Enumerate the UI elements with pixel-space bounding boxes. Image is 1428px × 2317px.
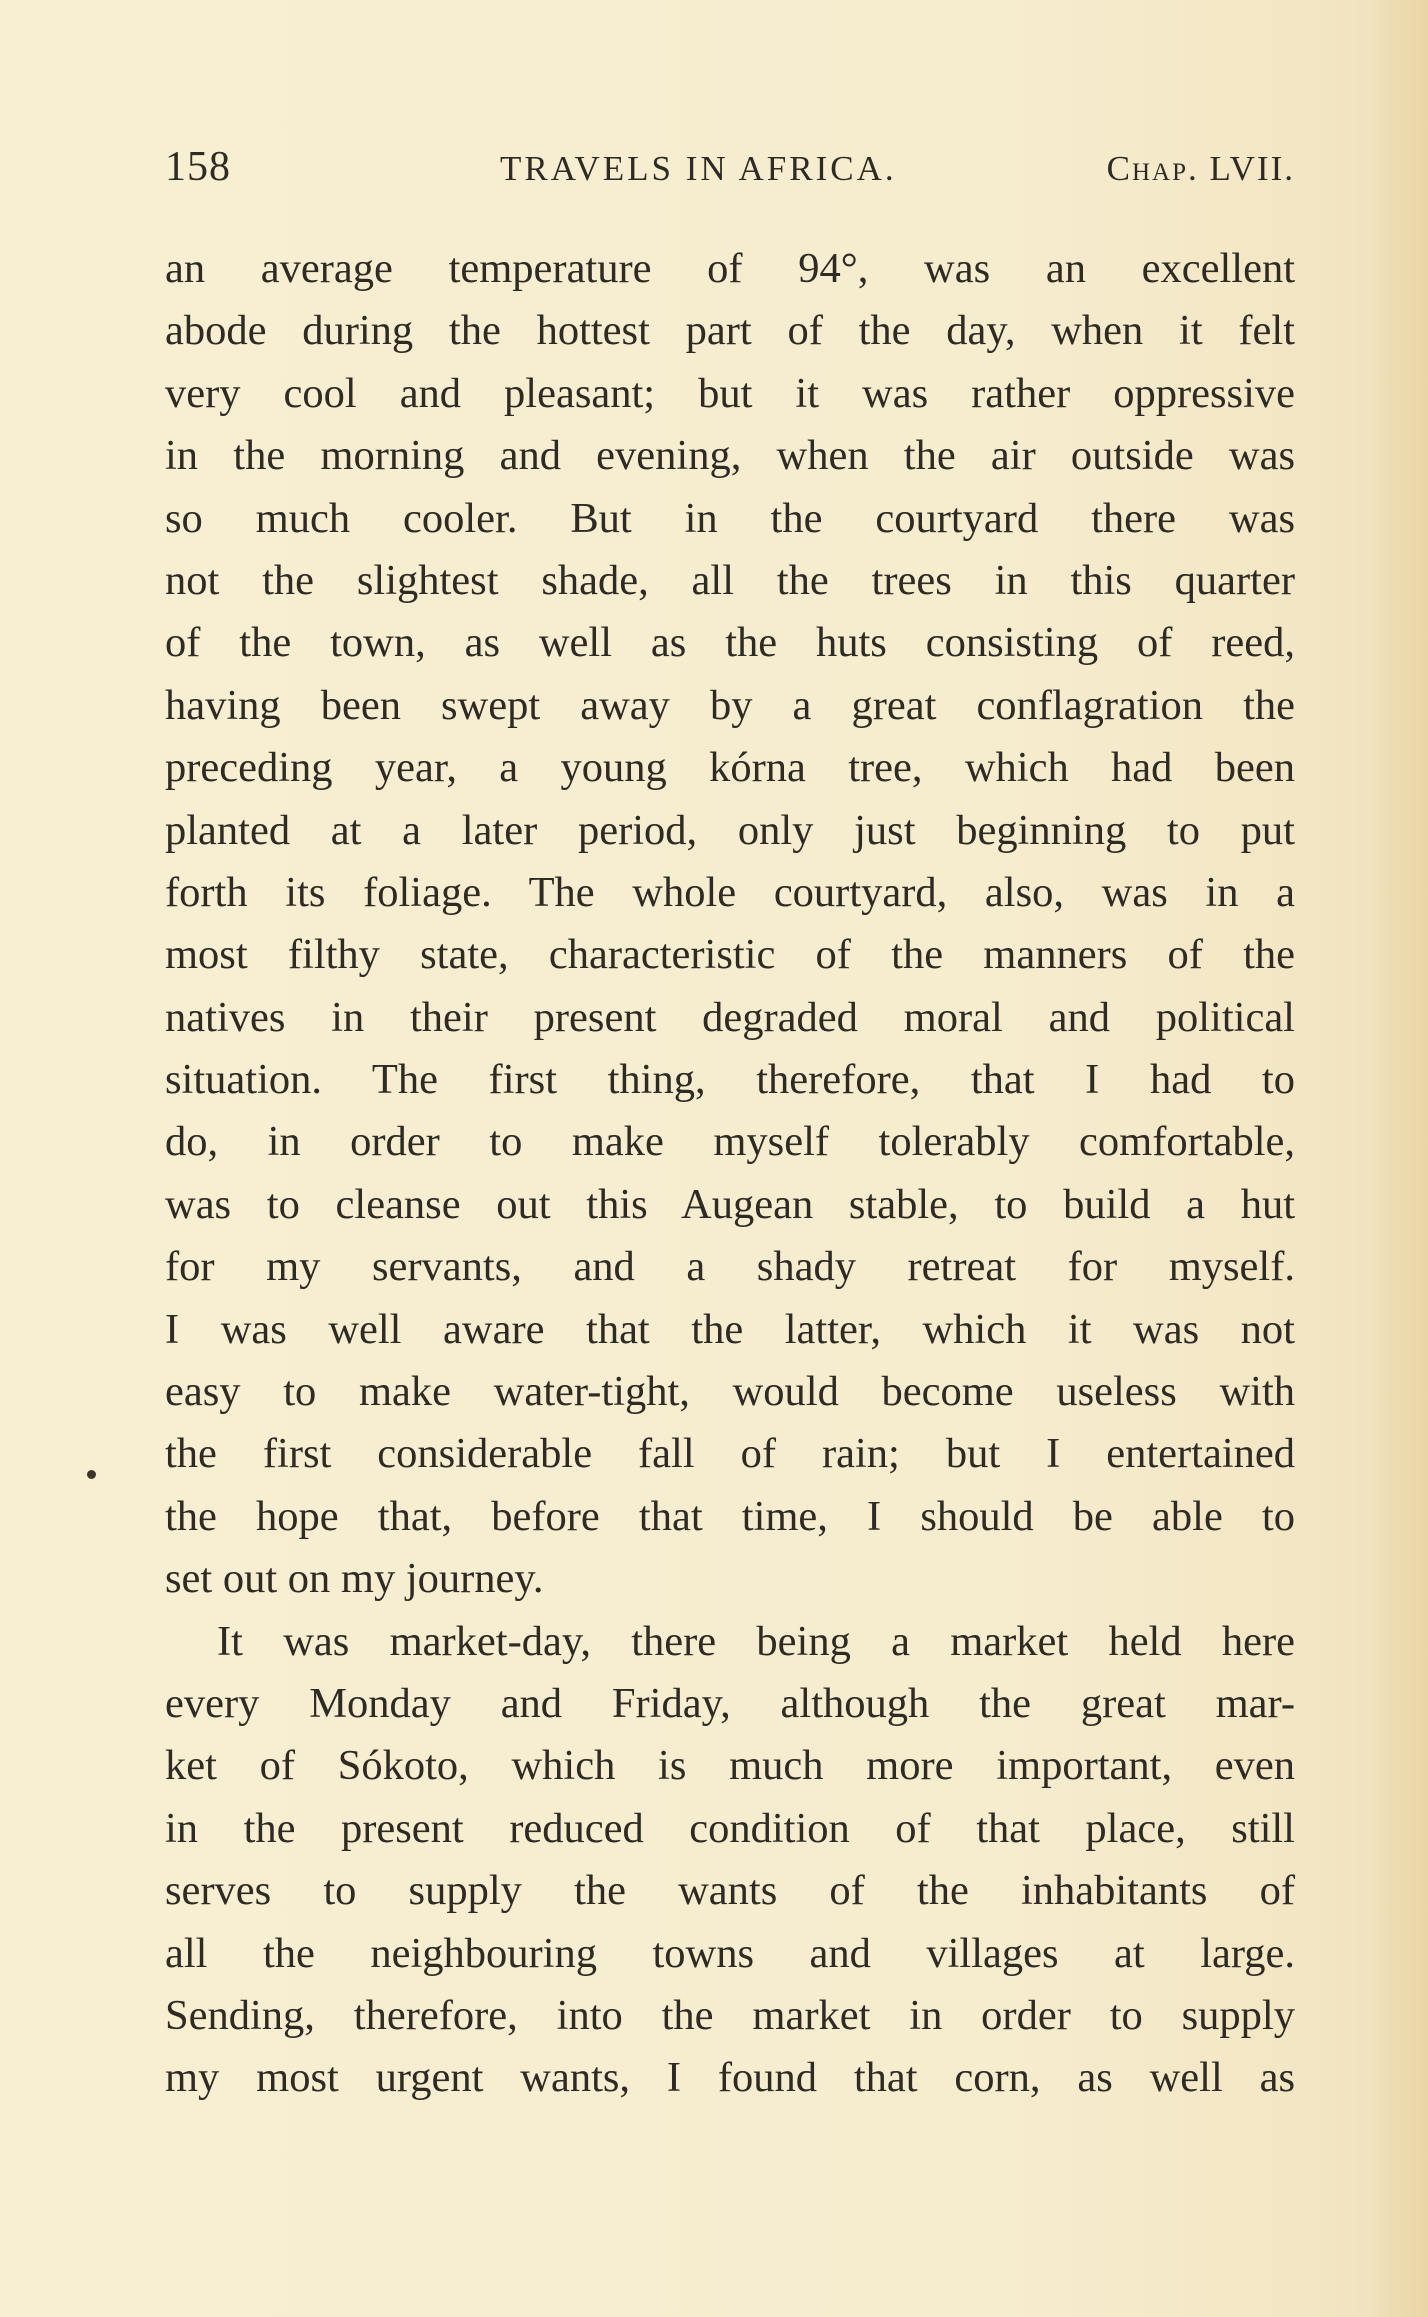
text-line: easy to make water-tight, would become useless with	[165, 1368, 1295, 1416]
page-edge-shadow	[1368, 0, 1428, 2317]
text-line: in the present reduced condition of that place, still	[165, 1804, 1295, 1852]
text-line: so much cooler. But in the courtyard there was	[165, 494, 1295, 542]
ink-speck	[87, 1470, 96, 1479]
text-line: serves to supply the wants of the inhabitants of	[165, 1867, 1295, 1915]
text-line: for my servants, and a shady retreat for myself.	[165, 1243, 1295, 1291]
text-line: in the morning and evening, when the air outside was	[165, 432, 1295, 480]
chapter-reference: Chap. LVII.	[1106, 149, 1295, 188]
text-line: Sending, therefore, into the market in order to supply	[165, 1991, 1295, 2039]
text-line: ket of Sókoto, which is much more important, even	[165, 1742, 1295, 1790]
page-number: 158	[165, 144, 231, 190]
text-line: very cool and pleasant; but it was rather oppressive	[165, 369, 1295, 417]
running-header	[165, 143, 1295, 203]
text-line: was to cleanse out this Augean stable, to build a hut	[165, 1180, 1295, 1228]
text-line: having been swept away by a great conflagration the	[165, 681, 1295, 729]
text-line: abode during the hottest part of the day, when it felt	[165, 307, 1295, 355]
text-line: all the neighbouring towns and villages at large.	[165, 1929, 1295, 1977]
text-line: preceding year, a young kórna tree, which had been	[165, 744, 1295, 792]
text-line: every Monday and Friday, although the great mar-	[165, 1679, 1295, 1727]
text-line: forth its foliage. The whole courtyard, also, was in a	[165, 868, 1295, 916]
text-line: the first considerable fall of rain; but I entertained	[165, 1430, 1295, 1478]
text-line: situation. The first thing, therefore, that I had to	[165, 1056, 1295, 1104]
text-line: not the slightest shade, all the trees in this quarter	[165, 556, 1295, 604]
text-line: planted at a later period, only just beginning to put	[165, 806, 1295, 854]
text-line: of the town, as well as the huts consisting of reed,	[165, 619, 1295, 667]
text-line: natives in their present degraded moral and political	[165, 993, 1295, 1041]
text-line: do, in order to make myself tolerably comfortable,	[165, 1118, 1295, 1166]
paragraph-end-line: set out on my journey.	[165, 1555, 544, 1603]
body-text	[165, 238, 1295, 2110]
text-line: my most urgent wants, I found that corn, as well as	[165, 2054, 1295, 2102]
running-title: TRAVELS IN AFRICA.	[500, 149, 897, 188]
text-line: most filthy state, characteristic of the manners of the	[165, 931, 1295, 979]
text-line: I was well aware that the latter, which it was not	[165, 1305, 1295, 1353]
text-line: an average temperature of 94°, was an excellent	[165, 245, 1295, 292]
text-line: the hope that, before that time, I should be able to	[165, 1492, 1295, 1540]
paragraph-start-line: It was market-day, there being a market held here	[217, 1617, 1295, 1665]
